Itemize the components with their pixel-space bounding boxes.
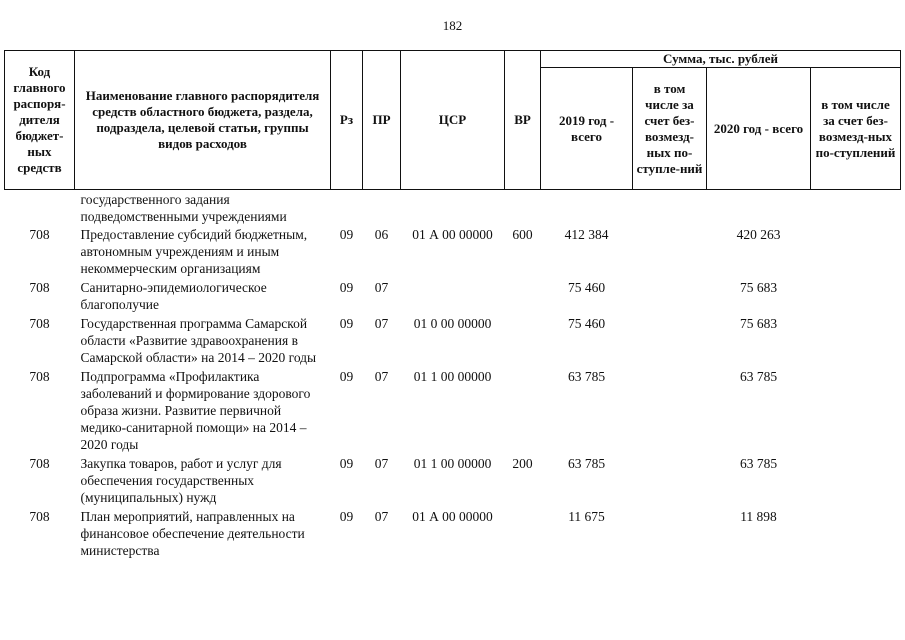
cell-vr [505,508,541,561]
header-bezv-2020: в том числе за счет без-возмезд-ных по-ступлений [811,68,901,190]
cell-name: Предоставление субсидий бюджетным, автономным учреждениям и иным некоммерческим организациям [80,227,308,276]
cell-sum-2020 [707,190,811,227]
table-row [5,226,901,279]
cell-vr [505,368,541,455]
cell-sum-2020: 420 263 [736,227,781,242]
cell-pr: 07 [374,509,389,524]
cell-sum-2019: 412 384 [564,227,609,242]
cell-pr [363,190,401,227]
cell-sum-2019: 63 785 [567,456,606,471]
page-number: 182 [442,18,463,33]
cell-bezv-2020 [811,226,901,279]
table-row [5,368,901,455]
cell-code: 708 [29,280,50,295]
cell-name: Государственная программа Самарской области «Развитие здравоохранения в Самарской области» на 2014 – 2020 годы [80,316,317,365]
cell-sum-2019: 75 460 [567,316,606,331]
cell-sum-2020: 11 898 [740,509,777,524]
cell-code: 708 [29,369,50,384]
cell-rz [331,190,363,227]
cell-code: 708 [29,509,50,524]
cell-sum-2020: 75 683 [739,316,778,331]
cell-vr [505,315,541,368]
cell-bezv-2020 [811,368,901,455]
cell-sum-2019: 11 675 [568,509,605,524]
cell-name: Закупка товаров, работ и услуг для обеспечения государственных (муниципальных) нужд [80,456,282,505]
cell-csr: 01 1 00 00000 [413,456,492,471]
cell-bezv-2019 [633,279,707,315]
table-row [5,279,901,315]
header-code: Код главного распоря-дителя бюджет-ных средств [5,51,75,190]
cell-sum-2019: 63 785 [567,369,606,384]
cell-name: Подпрограмма «Профилактика заболеваний и формирование здорового образа жизни. Развитие первичной медико-санитарной помощи» на 2014 – 2020 годы [80,369,311,452]
cell-csr: 01 0 00 00000 [413,316,492,331]
cell-csr: 01 А 00 00000 [412,509,493,524]
cell-bezv-2019 [633,226,707,279]
header-sum-2020: 2020 год - всего [707,68,811,190]
table-row [5,455,901,508]
header-bezv-2019: в том числе за счет без-возмезд-ных по-ступле-ний [633,68,707,190]
table-body [5,190,901,562]
cell-vr: 200 [512,456,533,471]
cell-pr: 07 [374,280,389,295]
cell-bezv-2020 [811,315,901,368]
cell-bezv-2020 [811,455,901,508]
cell-sum-2020: 63 785 [739,369,778,384]
cell-sum-2020: 63 785 [739,456,778,471]
header-vr: ВР [505,51,541,190]
cell-name: Санитарно-эпидемиологическое благополучие [80,280,267,312]
cell-code: 708 [29,456,50,471]
cell-rz: 09 [339,456,354,471]
cell-csr [401,190,505,227]
cell-vr: 600 [512,227,533,242]
cell-sum-2019 [541,190,633,227]
cell-bezv-2019 [633,315,707,368]
header-rz: Рз [331,51,363,190]
cell-csr: 01 А 00 00000 [412,227,493,242]
header-pr: ПР [363,51,401,190]
cell-vr [505,190,541,227]
cell-code [5,190,75,227]
cell-name: государственного задания подведомственными учреждениями [80,192,287,224]
cell-sum-2019: 75 460 [567,280,606,295]
cell-bezv-2020 [811,508,901,561]
cell-pr: 07 [374,369,389,384]
cell-name: План мероприятий, направленных на финансовое обеспечение деятельности министерства [80,509,305,558]
cell-csr: 01 1 00 00000 [413,369,492,384]
cell-bezv-2019 [633,508,707,561]
cell-code: 708 [29,316,50,331]
cell-rz: 09 [339,227,354,242]
cell-sum-2020: 75 683 [739,280,778,295]
cell-vr [505,279,541,315]
header-sum: Сумма, тыс. рублей [541,51,901,68]
cell-bezv-2020 [811,279,901,315]
cell-csr [401,279,505,315]
cell-bezv-2019 [633,368,707,455]
cell-pr: 07 [374,456,389,471]
cell-bezv-2020 [811,190,901,227]
header-sum-2019: 2019 год - всего [541,68,633,190]
cell-code: 708 [29,227,50,242]
header-csr: ЦСР [401,51,505,190]
cell-pr: 06 [374,227,389,242]
table-row [5,190,901,227]
cell-rz: 09 [339,316,354,331]
table-row [5,315,901,368]
table-header [5,51,901,190]
header-name: Наименование главного распорядителя средств областного бюджета, раздела, подраздела, целевой статьи, группы видов расходов [75,51,331,190]
cell-pr: 07 [374,316,389,331]
cell-rz: 09 [339,369,354,384]
cell-rz: 09 [339,509,354,524]
cell-bezv-2019 [633,190,707,227]
cell-rz: 09 [339,280,354,295]
cell-bezv-2019 [633,455,707,508]
table-row [5,508,901,561]
budget-table [4,50,901,561]
